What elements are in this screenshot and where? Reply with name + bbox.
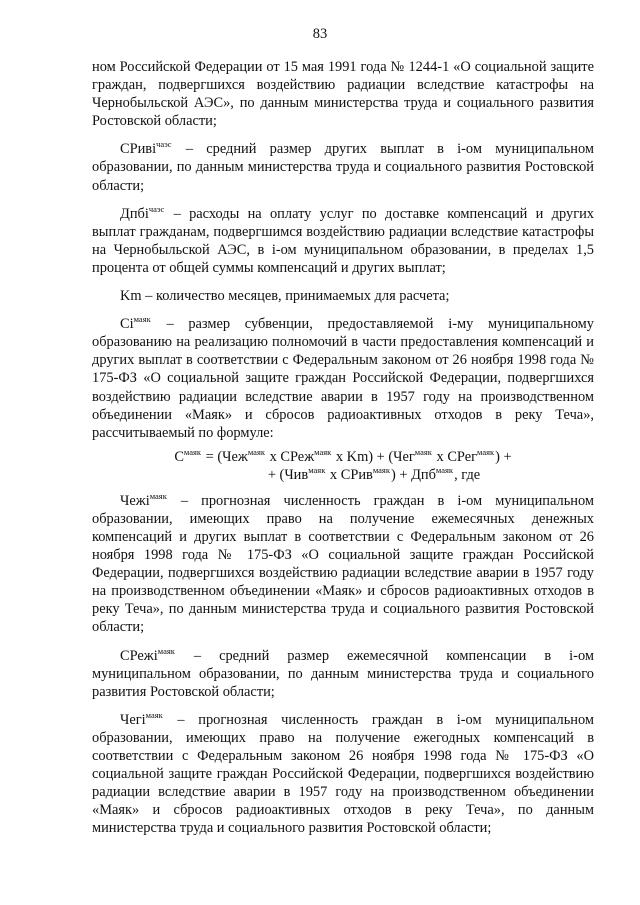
paragraph-cheg bbox=[92, 711, 594, 838]
symbol-superscript: маяк bbox=[133, 314, 151, 325]
symbol-superscript: маяк bbox=[149, 490, 167, 501]
formula-term: х Km) + (Чег bbox=[332, 448, 415, 465]
paragraph-text: – прогнозная численность граждан в i-ом муниципальном образовании, имеющих право на получение ежемесячных денежных компенсаций и других выплат в соответствии с Федеральным законом от 26 ноября 1998 года № 175-ФЗ «О социальной защите граждан Российской Федерации, подвергшихся воздействию радиации вследствие аварии в 1957 году на производственном объединении «Маяк» и сбросов радиоактивных отходов в реку Теча», по данным министерства труда и социального развития Ростовской области; bbox=[92, 492, 594, 636]
symbol-subscript: i bbox=[145, 492, 150, 509]
paragraph-sriv bbox=[92, 140, 594, 194]
paragraph-subvention bbox=[92, 315, 594, 442]
paragraph-text: – средний размер других выплат в i-ом муниципальном образовании, по данным министерства труда и социального развития Ростовской области; bbox=[92, 141, 594, 194]
symbol-subscript: i bbox=[152, 141, 157, 158]
formula-term: = (Чеж bbox=[202, 448, 248, 465]
symbol: СРеж bbox=[120, 647, 154, 664]
formula-superscript: маяк bbox=[477, 446, 495, 457]
paragraph-text: – расходы на оплату услуг по доставке компенсаций и других выплат гражданам, подвергшимся воздействию радиации вследствие катастрофы на Чернобыльской АЭС, в i-ом муниципальном образовании, в пределах 1,5 процента от общей суммы компенсаций и других выплат; bbox=[92, 205, 594, 276]
formula-term: ) + bbox=[495, 448, 512, 465]
formula-superscript: маяк bbox=[308, 464, 326, 475]
symbol-subscript: i bbox=[141, 711, 146, 728]
paragraph-srezh bbox=[92, 647, 594, 701]
paragraph-chezh bbox=[92, 492, 594, 637]
formula-superscript: маяк bbox=[435, 464, 454, 475]
symbol-subscript: i bbox=[144, 205, 149, 222]
formula-term: х СРив bbox=[326, 466, 373, 483]
symbol-superscript: чаэс bbox=[148, 203, 165, 214]
symbol: Чеж bbox=[120, 492, 146, 509]
symbol-superscript: чаэс bbox=[156, 139, 172, 150]
paragraph-text: – прогнозная численность граждан в i-ом муниципальном образовании, имеющих право на получение ежегодных компенсаций в соответствии с Федеральным законом 26 ноября 1998 года № 175-ФЗ «О социальной защите граждан Российской Федерации, подвергшихся воздействию радиации вследствие аварии в 1957 году на производственном объединении «Маяк» и сбросов радиоактивных отходов в реку Теча», по данным министерства труда и социального развития Ростовской области; bbox=[92, 711, 594, 837]
symbol-subscript: i bbox=[153, 647, 158, 664]
paragraph-text: – размер субвенции, предоставляемой i-му муниципальному образованию на реализацию полномочий в части предоставления компенсаций и других выплат в соответствии с Федеральным законом от 26 ноября 1998 года № 175-ФЗ «О социальной защите граждан Российской Федерации, подвергшихся воздействию радиации вследствие аварии в 1957 году на производственном объединении «Маяк» и сбросов радиоактивных отходов в реку Теча», рассчитываемый по формуле: bbox=[92, 316, 594, 441]
paragraph-text: – средний размер ежемесячной компенсации в i-ом муниципальном образовании, по данным министерства труда и социального развития Ростовской области; bbox=[92, 647, 594, 700]
formula-term: , где bbox=[454, 466, 481, 483]
document-body bbox=[92, 58, 594, 847]
formula-term: х СРеж bbox=[266, 448, 315, 465]
symbol-subscript: i bbox=[129, 316, 134, 333]
formula-superscript: маяк bbox=[183, 446, 202, 457]
formula-term: х СРег bbox=[432, 448, 478, 465]
formula-term: С bbox=[174, 448, 184, 465]
formula-line-2 bbox=[92, 466, 594, 484]
formula-superscript: маяк bbox=[414, 446, 432, 457]
formula-term: ) + Дпб bbox=[390, 466, 436, 483]
formula bbox=[92, 448, 594, 484]
formula-superscript: маяк bbox=[247, 446, 265, 457]
symbol-superscript: маяк bbox=[157, 645, 175, 656]
symbol: СРив bbox=[120, 141, 153, 158]
formula-superscript: маяк bbox=[372, 464, 390, 475]
paragraph-km: Km – количество месяцев, принимаемых для расчета; bbox=[120, 288, 450, 305]
symbol: Дпб bbox=[120, 205, 145, 222]
formula-line-1 bbox=[92, 448, 594, 466]
page-number: 83 bbox=[312, 26, 328, 42]
paragraph-dpb bbox=[92, 205, 594, 277]
symbol: С bbox=[120, 316, 130, 333]
symbol-superscript: маяк bbox=[145, 709, 163, 720]
paragraph-1: ном Российской Федерации от 15 мая 1991 года № 1244-1 «О социальной защите граждан, подвергшихся воздействию радиации вследствие катастрофы на Чернобыльской АЭС», по данным министерства труда и социального развития Ростовской области; bbox=[92, 59, 594, 130]
formula-superscript: маяк bbox=[314, 446, 332, 457]
symbol: Чег bbox=[120, 711, 142, 728]
formula-term: + (Чив bbox=[267, 466, 309, 483]
